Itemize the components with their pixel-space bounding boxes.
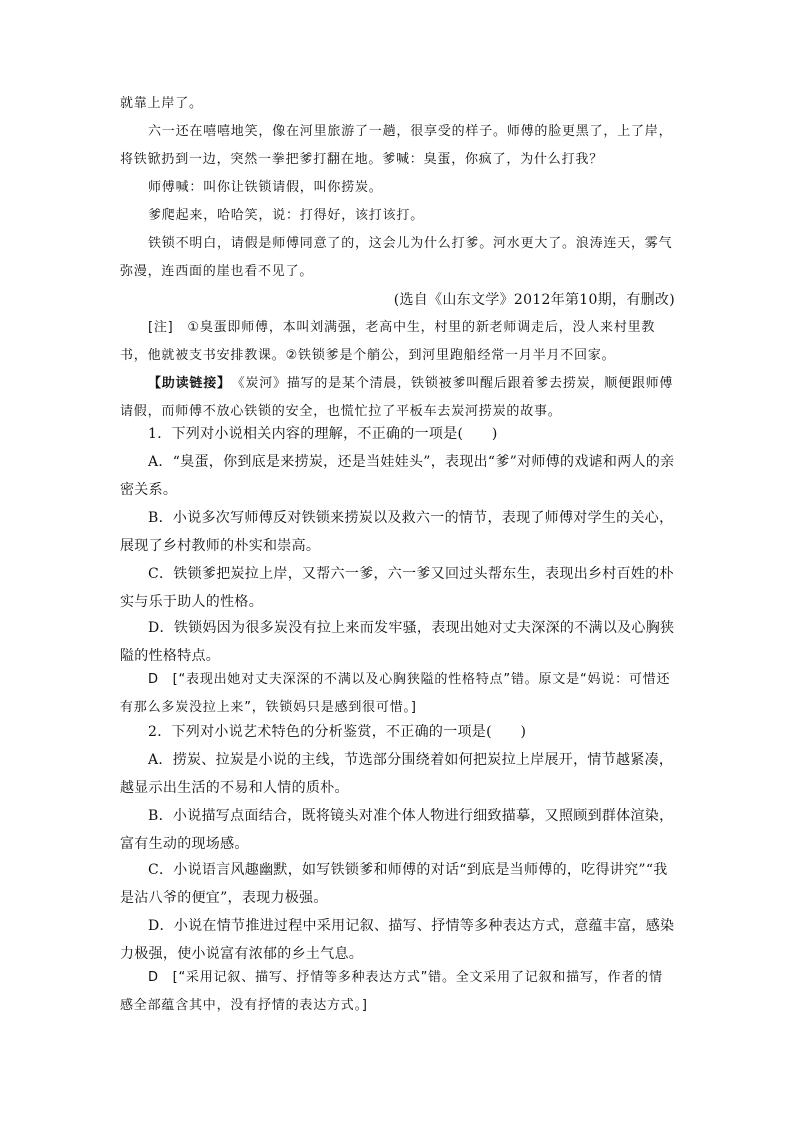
reading-link [120, 370, 675, 426]
reading-link-text: 《炭河》描写的是某个清晨，铁锁被爹叫醒后跟着爹去捞炭，顺便跟师傅请假，而师傅不放心铁锁的安全，也慌忙拉了平板车去炭河捞炭的故事。 [120, 376, 674, 419]
question-1-option-d: D．铁锁妈因为很多炭没有拉上来而发牢骚，表现出她对丈夫深深的不满以及心胸狭隘的性格特点。 [120, 620, 675, 664]
story-paragraph: 铁锁不明白，请假是师傅同意了的，这会儿为什么打爹。河水更大了。浪涛连天，雾气弥漫，连西面的崖也看不见了。 [120, 236, 673, 279]
story-paragraph: 师傅喊：叫你让铁锁请假，叫你捞炭。 [148, 180, 383, 195]
question-1-option-c: C．铁锁爹把炭拉上岸，又帮六一爹，六一爹又回过头帮东生，表现出乡村百姓的朴实与乐于助人的性格。 [120, 566, 674, 610]
story-paragraph: 六一还在嘻嘻地笑，像在河里旅游了一趟，很享受的样子。师傅的脸更黑了，上了岸，将铁锨扔到一边，突然一拳把爹打翻在地。爹喊：臭蛋，你疯了，为什么打我？ [120, 124, 673, 167]
question-2-answer: D [“采用记叙、描写、抒情等多种表达方式”错。全文采用了记叙和描写，作者的情感全部蕴含其中，没有抒情的表达方式。] [120, 970, 663, 1013]
reading-link-label: 【助读链接】 [148, 376, 225, 391]
question-2-stem: 2．下列对小说艺术特色的分析鉴赏，不正确的一项是( ) [148, 724, 527, 740]
question-1-option-a: A．“臭蛋，你到底是来捞炭，还是当娃娃头”，表现出“爹”对师傅的戏谑和两人的亲密关系。 [120, 454, 675, 498]
question-1-answer: D [“表现出她对丈夫深深的不满以及心胸狭隘的性格特点”错。原文是“妈说：可惜还有那么多炭没拉上来”，铁锁妈只是感到很可惜。] [120, 672, 671, 715]
question-1-stem: 1．下列对小说相关内容的理解，不正确的一项是( ) [148, 426, 498, 442]
story-line: 就靠上岸了。 [120, 96, 203, 111]
source-citation: (选自《山东文学》2012年第10期，有删改) [393, 292, 675, 308]
story-paragraph: 爹爬起来，哈哈笑，说：打得好，该打该打。 [148, 208, 425, 223]
question-1-option-b: B．小说多次写师傅反对铁锁来捞炭以及救六一的情节，表现了师傅对学生的关心，展现了乡村教师的朴实和崇高。 [120, 510, 674, 554]
question-2-option-a: A．捞炭、拉炭是小说的主线，节选部分围绕着如何把炭拉上岸展开，情节越紧凑，越显示出生活的不易和人情的质朴。 [120, 752, 674, 796]
note-label: [注] [148, 320, 174, 335]
question-2-option-d: D．小说在情节推进过程中采用记叙、描写、抒情等多种表达方式，意蕴丰富，感染力极强，使小说富有浓郁的乡土气息。 [120, 918, 675, 962]
note-text: ①臭蛋即师傅，本叫刘满强，老高中生，村里的新老师调走后，没人来村里教书，他就被支书安排教课。②铁锁爹是个艄公，到河里跑船经常一月半月不回家。 [120, 320, 656, 363]
annotation-note [120, 314, 675, 370]
question-2-option-c: C．小说语言风趣幽默，如写铁锁爹和师傅的对话“到底是当师傅的，吃得讲究”“我是沾八爷的便宜”，表现力极强。 [120, 862, 668, 906]
question-2-option-b: B．小说描写点面结合，既将镜头对准个体人物进行细致描摹，又照顾到群体渲染，富有生动的现场感。 [120, 808, 674, 852]
